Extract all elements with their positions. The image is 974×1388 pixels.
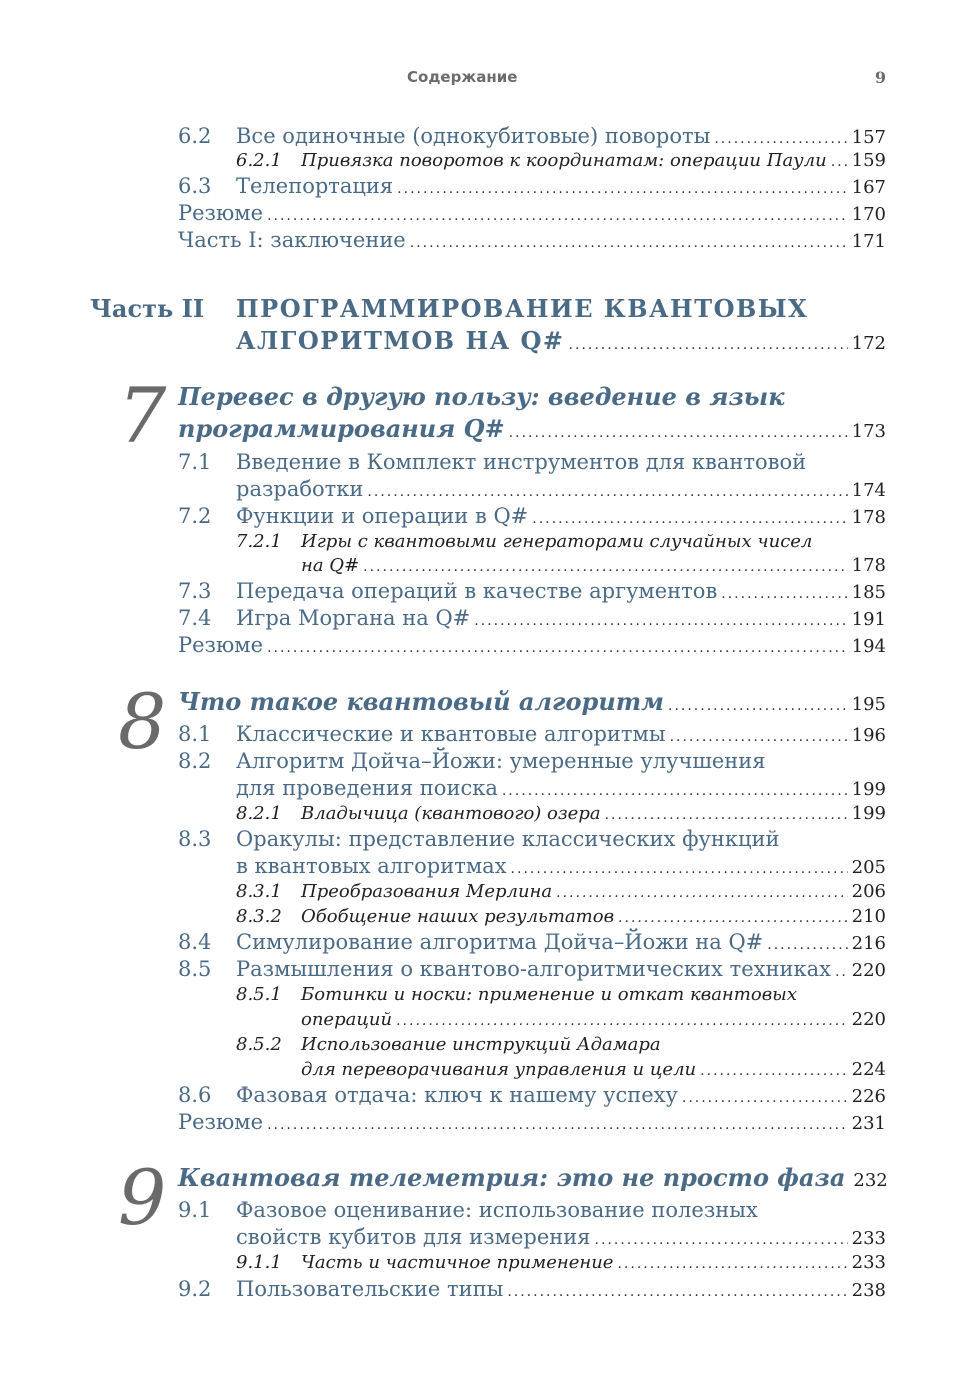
header-page-number: 9 [874, 68, 886, 87]
entry-number: 7.2 [178, 504, 212, 528]
part-title-line2: АЛГОРИТМОВ НА Q# [236, 326, 565, 355]
entry-text-line1: Ботинки и носки: применение и откат квантовых [301, 984, 797, 1005]
toc-entry-summary[interactable]: Резюме ..... 194 [178, 633, 886, 657]
chapter-number: 7 [118, 371, 167, 460]
entry-number: 9.1.1 [236, 1252, 282, 1273]
entry-number: 8.1 [178, 722, 212, 746]
toc-entry[interactable]: на Q# ..... 178 [301, 555, 886, 576]
chapter-title-line2: программирования Q# [178, 414, 505, 443]
chapter-title-entry[interactable]: программирования Q# ..... 173 [178, 414, 886, 443]
entry-text-line1: Игры с квантовыми генераторами случайных чисел [301, 531, 813, 552]
chapter-title-entry[interactable]: Что такое квантовый алгоритм ..... 195 [178, 687, 886, 716]
chapter-title-line1: Перевес в другую пользу: введение в язык [178, 382, 785, 411]
chapter-number: 8 [118, 677, 167, 766]
toc-entry[interactable]: свойств кубитов для измерения ..... 233 [236, 1225, 886, 1249]
toc-entry[interactable]: разработки ..... 174 [236, 477, 886, 501]
entry-number: 8.4 [178, 930, 212, 954]
toc-entry[interactable]: Телепортация ..... 167 [236, 174, 886, 198]
toc-entry[interactable]: Классические и квантовые алгоритмы ..... 196 [236, 722, 886, 746]
toc-entry[interactable]: Передача операций в качестве аргументов ..... 185 [236, 579, 886, 603]
entry-number: 8.5.2 [236, 1034, 282, 1055]
toc-entry[interactable]: Обобщение наших результатов ..... 210 [301, 906, 886, 927]
entry-number: 8.6 [178, 1083, 212, 1107]
toc-entry[interactable]: Размышления о квантово-алгоритмических техниках ..... 220 [236, 957, 886, 981]
toc-entry[interactable]: Игра Моргана на Q# ..... 191 [236, 606, 886, 630]
part-label: Часть II [90, 294, 205, 323]
toc-entry[interactable]: Все одиночные (однокубитовые) повороты ..... 157 [236, 124, 886, 148]
chapter-title: Квантовая телеметрия: это не просто фаза [178, 1163, 846, 1192]
entry-number: 6.3 [178, 174, 212, 198]
toc-entry[interactable]: Симулирование алгоритма Дойча–Йожи на Q# ..... 216 [236, 930, 886, 954]
toc-entry[interactable]: для проведения поиска ..... 199 [236, 776, 886, 800]
entry-text-line1: Алгоритм Дойча–Йожи: умеренные улучшения [236, 749, 766, 773]
chapter-title: Что такое квантовый алгоритм [178, 687, 664, 716]
entry-number: 8.3.1 [236, 881, 282, 902]
running-header [0, 68, 974, 92]
toc-entry[interactable]: Пользовательские типы ..... 238 [236, 1277, 886, 1301]
entry-number: 8.3 [178, 827, 212, 851]
toc-entry-part-conclusion[interactable]: Часть I: заключение ..... 171 [178, 228, 886, 252]
toc-entry[interactable]: операций ..... 220 [301, 1009, 886, 1030]
entry-number: 6.2.1 [236, 150, 282, 171]
toc-entry[interactable]: Функции и операции в Q# ..... 178 [236, 504, 886, 528]
entry-text-line1: Введение в Комплект инструментов для квантовой [236, 450, 807, 474]
entry-number: 7.2.1 [236, 531, 282, 552]
toc-entry[interactable]: Привязка поворотов к координатам: операции Паули ..... 159 [301, 150, 886, 171]
toc-entry[interactable]: Владычица (квантового) озера ..... 199 [301, 803, 886, 824]
toc-entry[interactable]: Преобразования Мерлина ..... 206 [301, 881, 886, 902]
toc-entry[interactable]: для переворачивания управления и цели ..... 224 [301, 1059, 886, 1080]
entry-text-line1: Оракулы: представление классических функций [236, 827, 780, 851]
toc-entry[interactable]: Часть и частичное применение ..... 233 [301, 1252, 886, 1273]
entry-number: 7.3 [178, 579, 212, 603]
entry-number: 7.4 [178, 606, 212, 630]
entry-text-line1: Использование инструкций Адамара [301, 1034, 661, 1055]
chapter-title-entry[interactable]: Квантовая телеметрия: это не просто фаза 232 [178, 1163, 888, 1192]
toc-entry-summary[interactable]: Резюме ..... 170 [178, 201, 886, 225]
toc-entry[interactable]: в квантовых алгоритмах ..... 205 [236, 854, 886, 878]
header-title: Содержание [407, 68, 518, 86]
entry-number: 8.2.1 [236, 803, 282, 824]
entry-number: 9.1 [178, 1198, 212, 1222]
entry-number: 9.2 [178, 1277, 212, 1301]
part-title-line1: ПРОГРАММИРОВАНИЕ КВАНТОВЫХ [236, 294, 809, 323]
entry-number: 8.5.1 [236, 984, 282, 1005]
chapter-number: 9 [118, 1153, 167, 1242]
entry-text-line1: Фазовое оценивание: использование полезных [236, 1198, 758, 1222]
entry-number: 8.3.2 [236, 906, 282, 927]
entry-number: 6.2 [178, 124, 212, 148]
entry-number: 7.1 [178, 450, 212, 474]
toc-entry-summary[interactable]: Резюме ..... 231 [178, 1110, 886, 1134]
part-title-entry[interactable]: АЛГОРИТМОВ НА Q# ..... 172 [236, 326, 886, 355]
entry-number: 8.5 [178, 957, 212, 981]
toc-entry[interactable]: Фазовая отдача: ключ к нашему успеху ..... 226 [236, 1083, 886, 1107]
entry-number: 8.2 [178, 749, 212, 773]
